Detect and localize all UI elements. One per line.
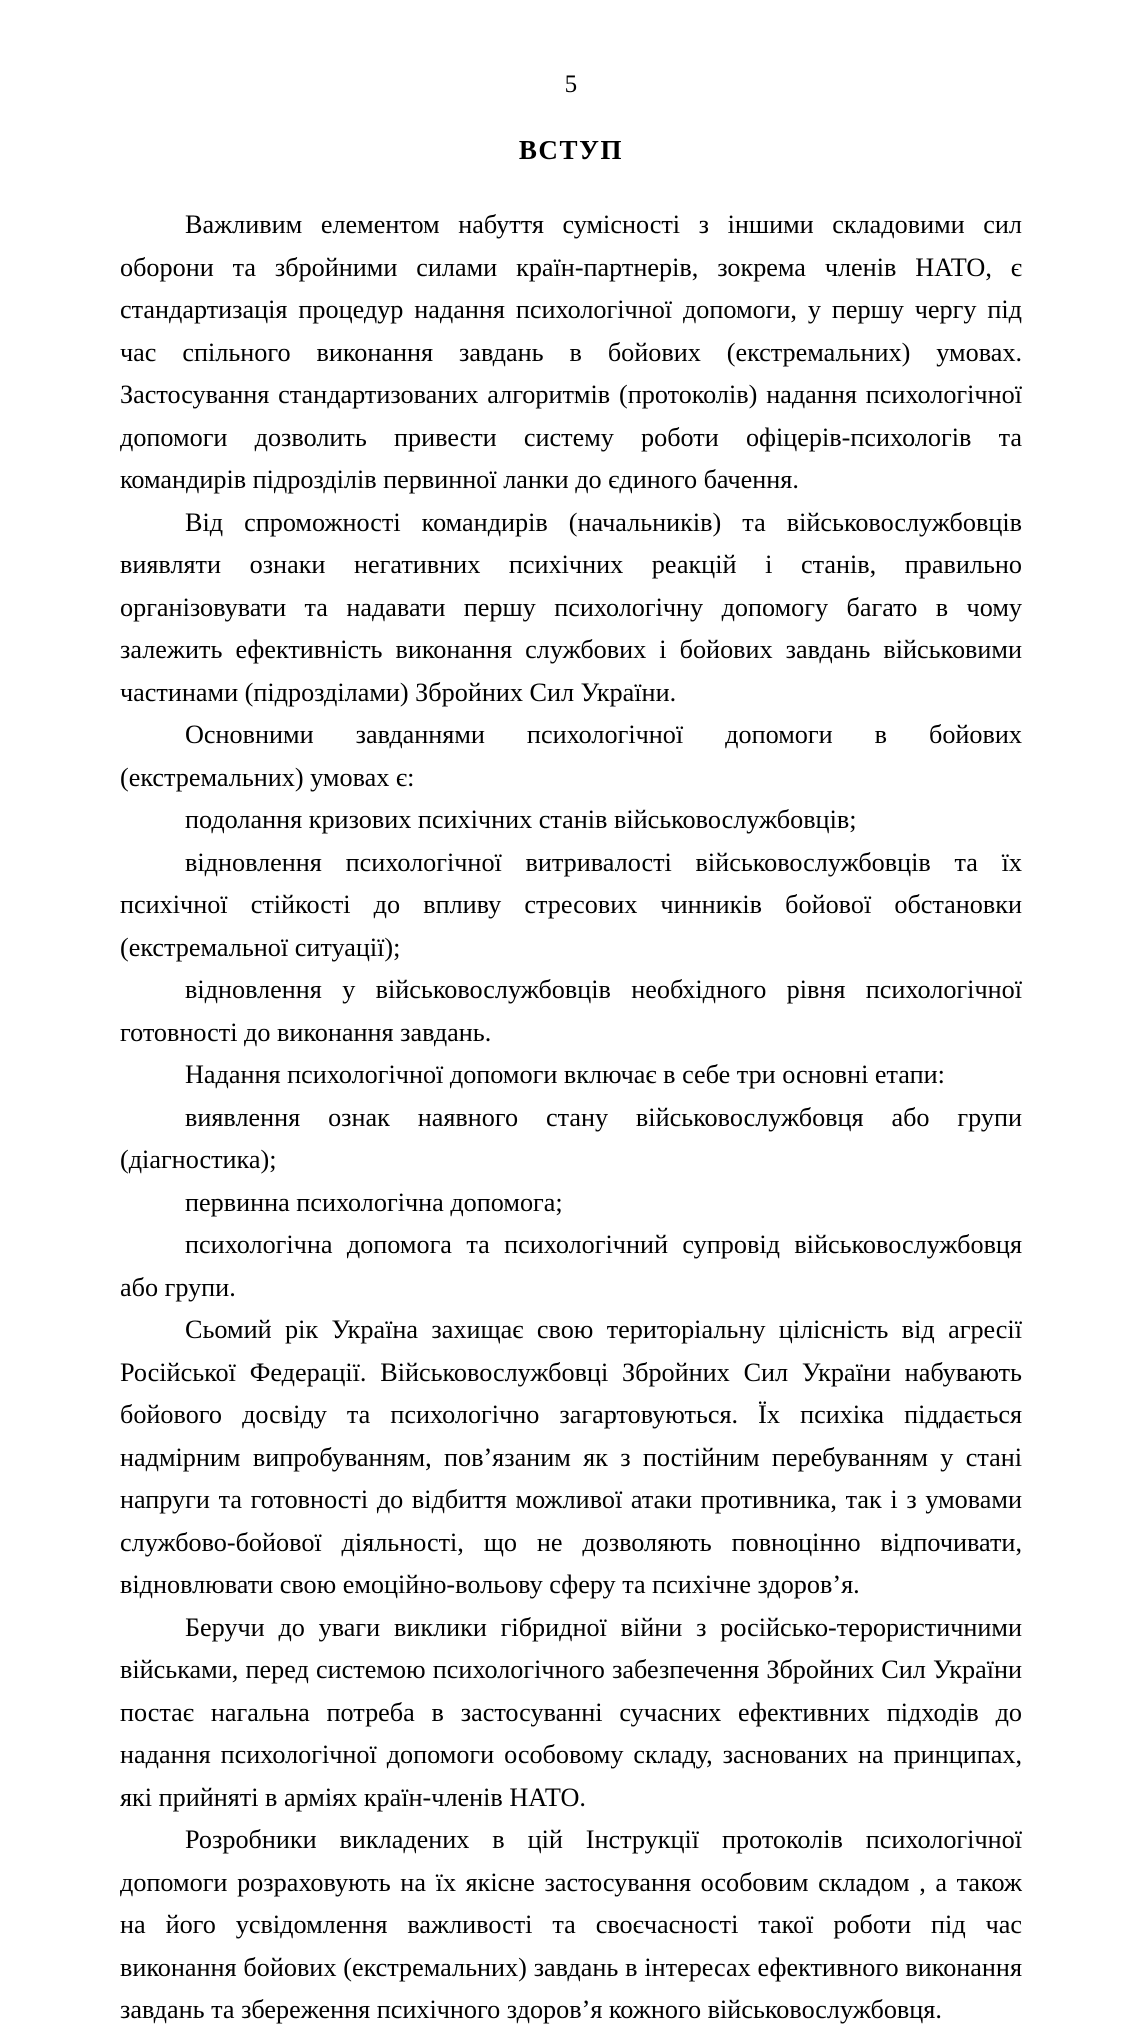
- body-paragraph: Розробники викладених в цій Інструкції протоколів психологічної допомоги розраховують на їх якісне застосування особовим складом , а також на його усвідомлення важливості та своєчасності такої роботи під час виконання бойових (екстремальних) завдань в інтересах ефективного виконання завдань та збереження психічного здоров’я кожного військовослужбовця.: [120, 1825, 1022, 2025]
- body-paragraph: Від спроможності командирів (начальників) та військовослужбовців виявляти ознаки негативних психічних реакцій і станів, правильно організовувати та надавати першу психологічну допомогу багато в чому залежить ефективність виконання службових і бойових завдань військовими частинами (підрозділами) Збройних Сил України.: [120, 507, 1022, 707]
- paragraph-list: [120, 204, 1022, 2032]
- list-item: подолання кризових психічних станів військовослужбовців;: [185, 805, 857, 835]
- body-paragraph: Важливим елементом набуття сумісності з іншими складовими сил оборони та збройними силами країн-партнерів, зокрема членів НАТО, є стандартизація процедур надання психологічної допомоги, у першу чергу під час спільного виконання завдань в бойових (екстремальних) умовах. Застосування стандартизованих алгоритмів (протоколів) надання психологічної допомоги дозволить привести систему роботи офіцерів-психологів та командирів підрозділів первинної ланки до єдиного бачення.: [120, 210, 1022, 495]
- list-item: первинна психологічна допомога;: [185, 1187, 563, 1217]
- list-item: виявлення ознак наявного стану військовослужбовця або групи (діагностика);: [120, 1102, 1022, 1175]
- body-paragraph: Сьомий рік Україна захищає свою територіальну цілісність від агресії Російської Федерації. Військовослужбовці Збройних Сил України набувають бойового досвіду та психологічно загартовуються. Їх психіка піддається надмірним випробуванням, пов’язаним як з постійним перебуванням у стані напруги та готовності до відбиття можливої атаки противника, так і з умовами службово-бойової діяльності, що не дозволяють повноцінно відпочивати, відновлювати свою емоційно-вольову сферу та психічне здоров’я.: [120, 1315, 1022, 1600]
- page-title: ВСТУП: [518, 135, 624, 165]
- page-number: 5: [564, 71, 578, 98]
- document-body: [120, 134, 1022, 2032]
- list-item: відновлення психологічної витривалості військовослужбовців та їх психічної стійкості до впливу стресових чинників бойової обстановки (екстремальної ситуації);: [120, 847, 1022, 962]
- body-paragraph: Беручи до уваги виклики гібридної війни з російсько-терористичними військами, перед системою психологічного забезпечення Збройних Сил України постає нагальна потреба в застосуванні сучасних ефективних підходів до надання психологічної допомоги особовому складу, заснованих на принципах, які прийняті в арміях країн-членів НАТО.: [120, 1612, 1022, 1812]
- list-item: психологічна допомога та психологічний супровід військовослужбовця або групи.: [120, 1230, 1022, 1302]
- body-paragraph: Надання психологічної допомоги включає в себе три основні етапи:: [185, 1060, 945, 1090]
- body-paragraph: Основними завданнями психологічної допомоги в бойових (екстремальних) умовах є:: [120, 720, 1022, 792]
- list-item: відновлення у військовослужбовців необхідного рівня психологічної готовності до виконання завдань.: [120, 975, 1022, 1047]
